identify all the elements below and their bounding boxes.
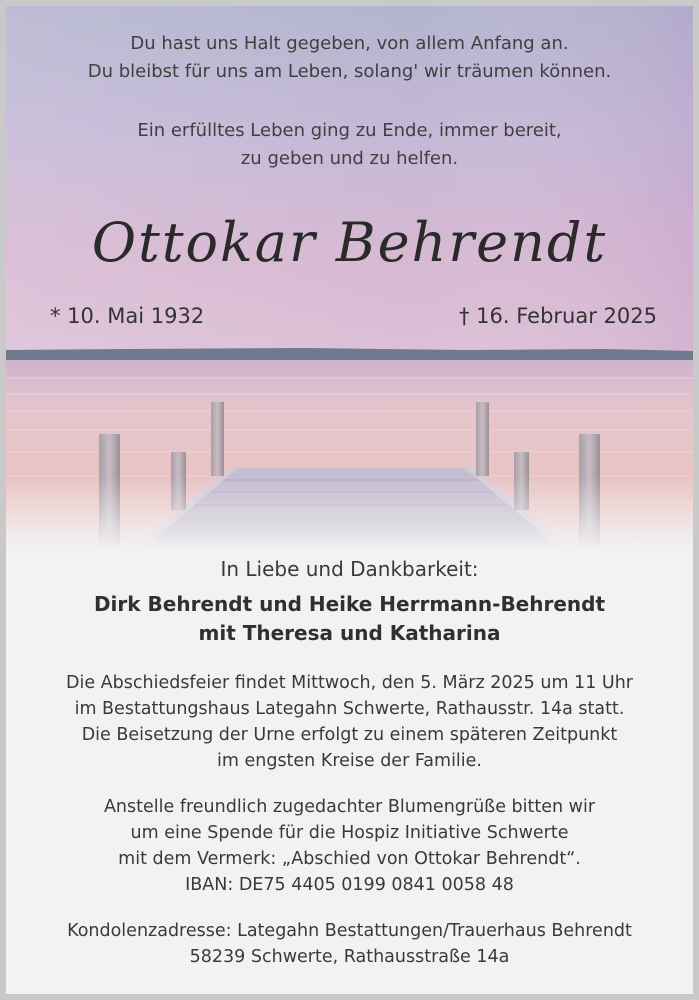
- birth-date: * 10. Mai 1932: [50, 304, 205, 328]
- donation-line: Anstelle freundlich zugedachter Blumengrüße bitten wir: [103, 797, 596, 817]
- mourners-names: [6, 590, 693, 648]
- verse-line: Ein erfülltes Leben ging zu Ende, immer bereit,: [137, 120, 562, 141]
- mourners-intro: In Liebe und Dankbarkeit:: [220, 557, 479, 581]
- verse-line: zu geben und zu helfen.: [240, 148, 459, 169]
- verse-line: Du hast uns Halt gegeben, von allem Anfang an.: [130, 33, 569, 54]
- verse-stanza-2: [6, 117, 693, 173]
- iban: IBAN: DE75 4405 0199 0841 0058 48: [185, 875, 514, 895]
- deceased-name: Ottokar Behrendt: [91, 211, 608, 274]
- ceremony-line: im engsten Kreise der Familie.: [217, 751, 482, 771]
- condolence-line: 58239 Schwerte, Rathausstraße 14a: [189, 947, 510, 967]
- donation-line: mit dem Vermerk: „Abschied von Ottokar Behrendt“.: [118, 849, 581, 869]
- donation-request: [6, 794, 693, 898]
- condolence-address: [6, 918, 693, 970]
- mourners-line: Dirk Behrendt und Heike Herrmann-Behrendt: [93, 592, 606, 616]
- mourners-line: mit Theresa und Katharina: [198, 621, 501, 645]
- obituary-notice: [6, 6, 693, 994]
- lake-jetty-photo: [6, 6, 693, 551]
- condolence-line: Kondolenzadresse: Lategahn Bestattungen/Trauerhaus Behrendt: [67, 921, 632, 941]
- verse-stanza-1: [6, 30, 693, 86]
- ceremony-info: [6, 670, 693, 774]
- ceremony-line: im Bestattungshaus Lategahn Schwerte, Rathausstr. 14a statt.: [74, 699, 625, 719]
- ceremony-line: Die Beisetzung der Urne erfolgt zu einem späteren Zeitpunkt: [81, 725, 618, 745]
- death-date: † 16. Februar 2025: [459, 304, 657, 328]
- verse-line: Du bleibst für uns am Leben, solang' wir träumen können.: [87, 61, 612, 82]
- donation-line: um eine Spende für die Hospiz Initiative Schwerte: [130, 823, 569, 843]
- ceremony-line: Die Abschiedsfeier findet Mittwoch, den 5. März 2025 um 11 Uhr: [66, 673, 633, 693]
